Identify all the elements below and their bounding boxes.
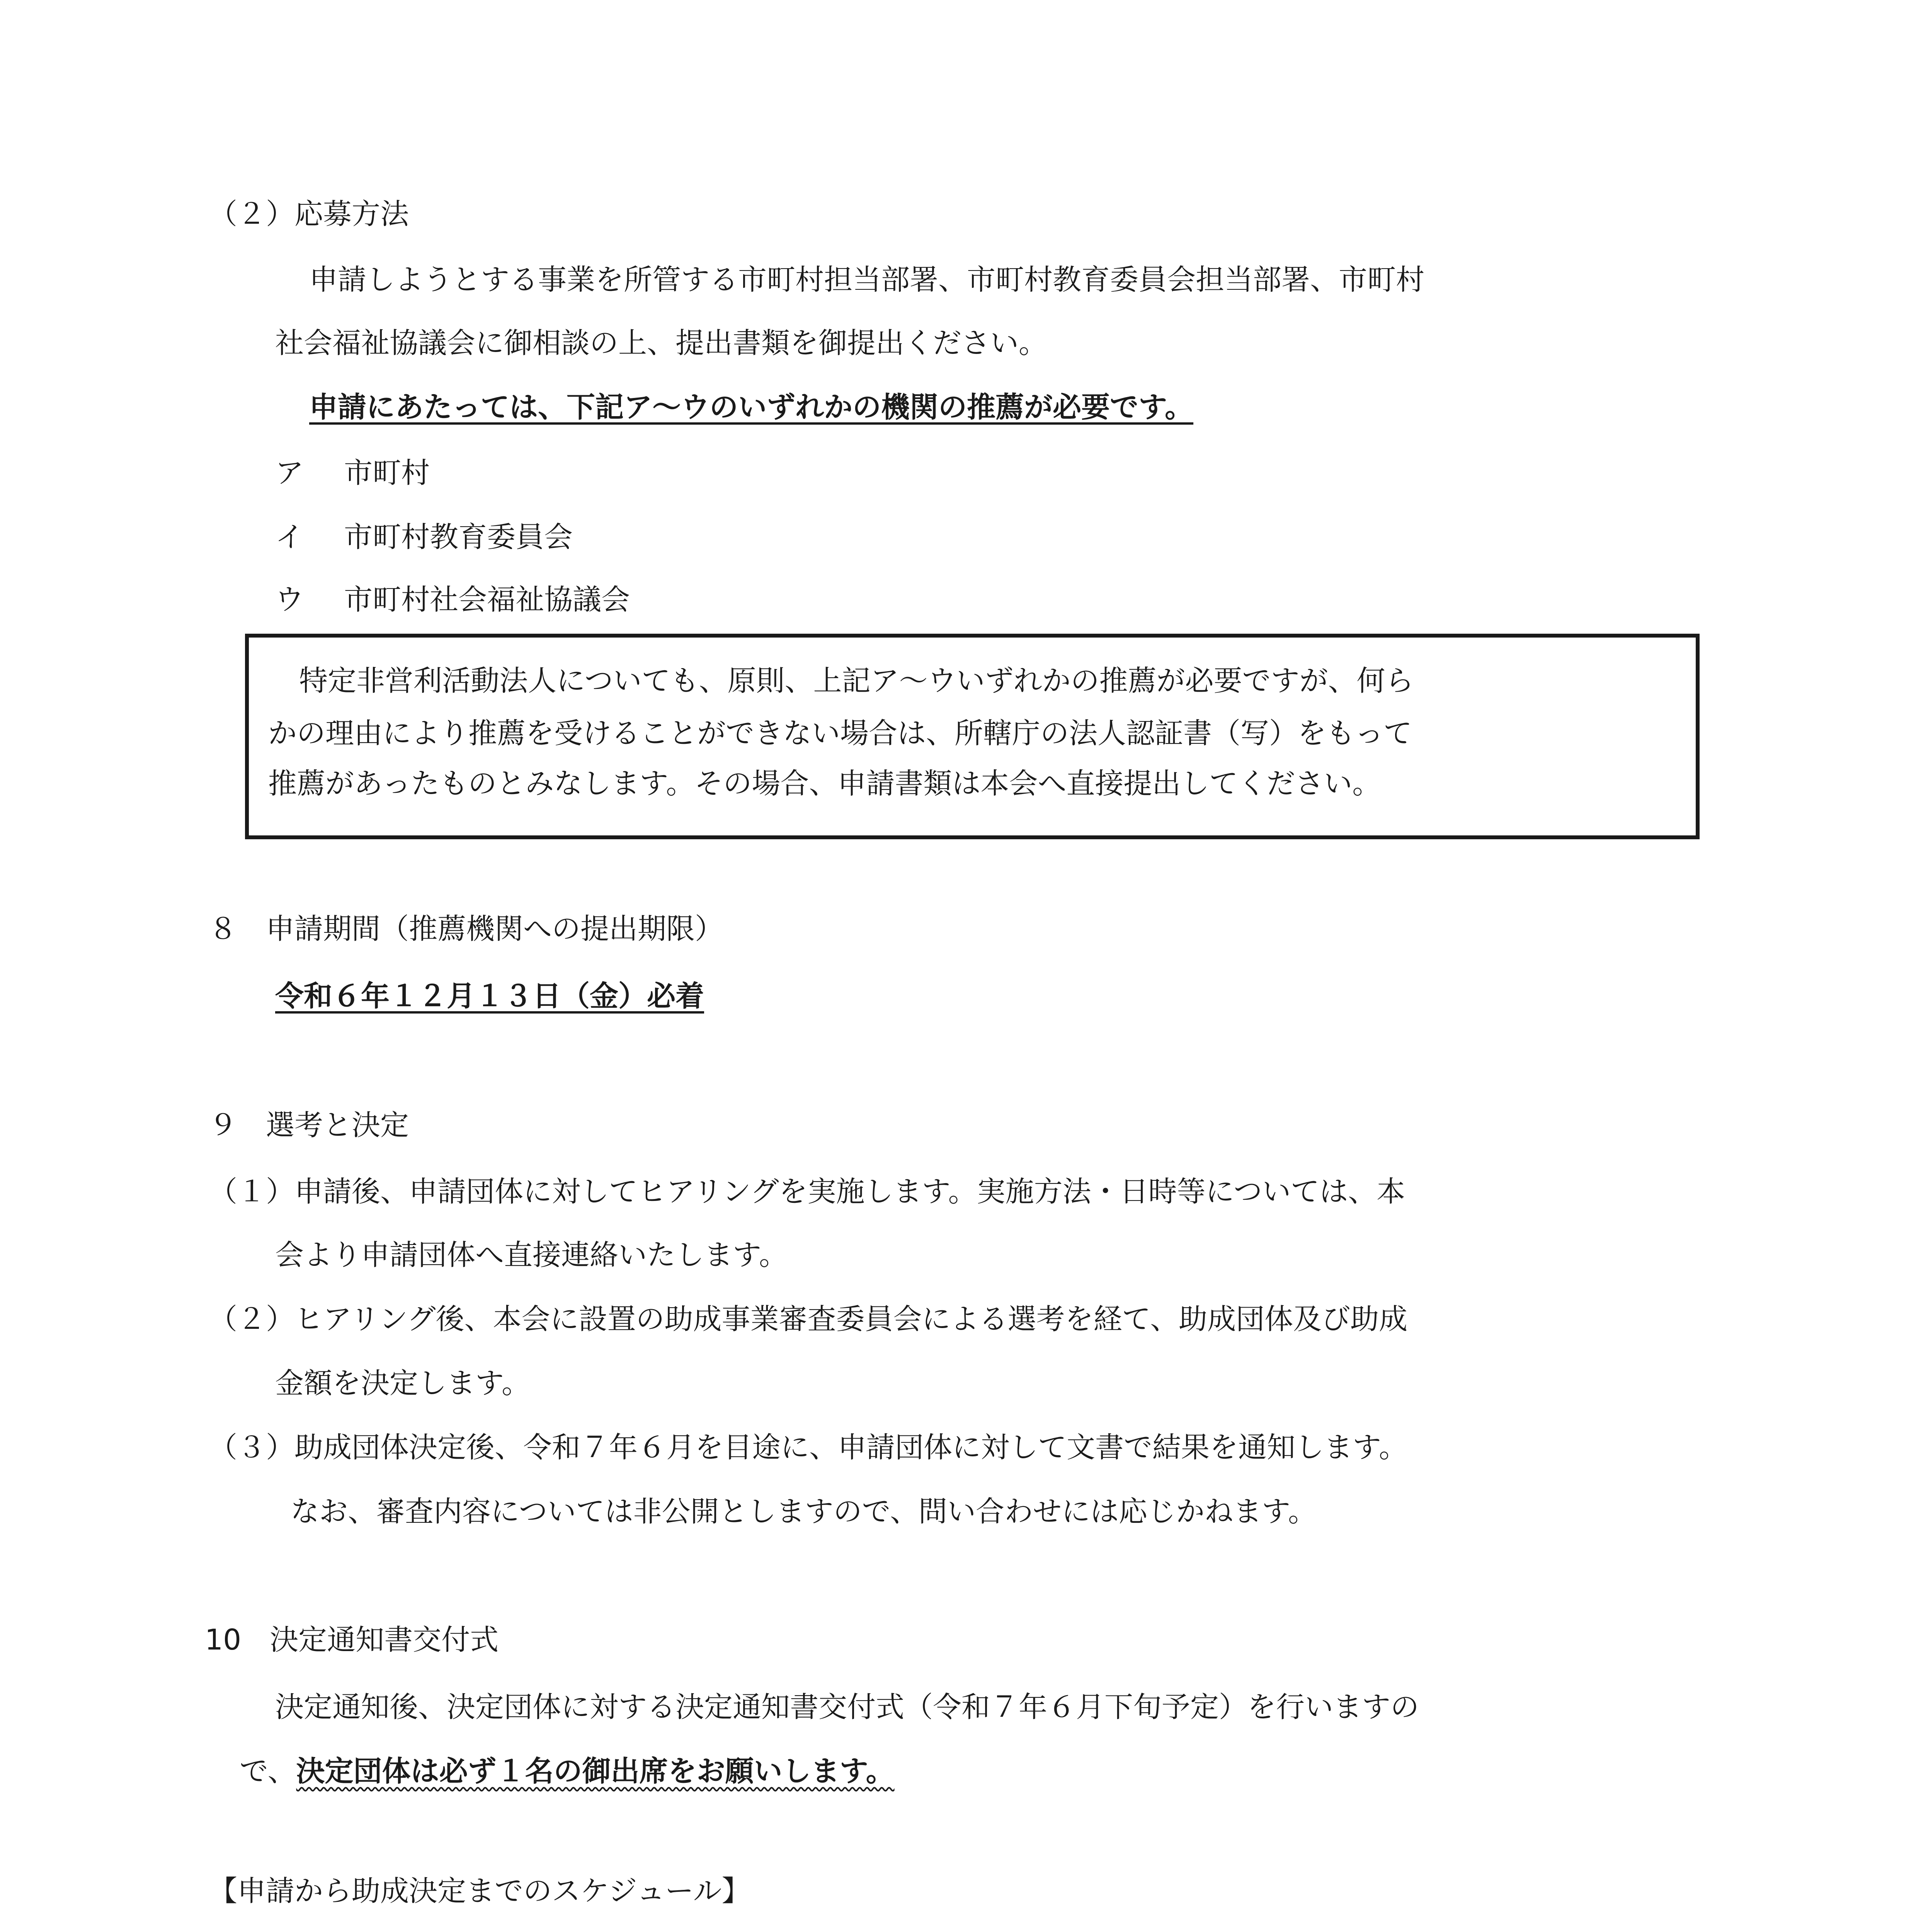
section10-heading: 10 決定通知書交付式 xyxy=(205,1623,499,1656)
section9-line: （１）申請後、申請団体に対してヒアリングを実施します。実施方法・日時等については、本 xyxy=(209,1175,1406,1208)
section9-heading: ９ 選考と決定 xyxy=(209,1109,409,1142)
section2-emphasis: 申請にあたっては、下記ア～ウのいずれかの機関の推薦が必要です。 xyxy=(309,391,1194,424)
list-item-marker: ウ xyxy=(275,583,304,616)
section9-line: 会より申請団体へ直接連絡いたします。 xyxy=(275,1238,788,1272)
section9-line: なお、審査内容については非公開としますので、問い合わせには応じかねます。 xyxy=(291,1495,1317,1528)
attendance-request: 決定団体は必ず１名の御出席をお願いします。 xyxy=(296,1755,895,1788)
application-deadline: 令和６年１２月１３日（金）必着 xyxy=(275,980,704,1013)
notice-line: かの理由により推薦を受けることができない場合は、所轄庁の法人認証書（写）をもって xyxy=(268,717,1412,750)
section10-line2 xyxy=(240,1754,895,1789)
section9-line: （３）助成団体決定後、令和７年６月を目途に、申請団体に対して文書で結果を通知します。 xyxy=(209,1431,1408,1464)
section10-line1: 決定通知後、決定団体に対する決定通知書交付式（令和７年６月下旬予定）を行いますの xyxy=(275,1690,1419,1724)
section10-line2-prefix: で、 xyxy=(240,1755,296,1788)
list-item: 市町村社会福祉協議会 xyxy=(344,583,630,616)
section2-paragraph-line1: 申請しようとする事業を所管する市町村担当部署、市町村教育委員会担当部署、市町村 xyxy=(309,263,1424,296)
section2-paragraph-line2: 社会福祉協議会に御相談の上、提出書類を御提出ください。 xyxy=(275,327,1047,360)
list-item: 市町村 xyxy=(344,456,430,490)
list-item: 市町村教育委員会 xyxy=(344,520,573,554)
list-item-marker: イ xyxy=(275,520,304,554)
schedule-title: 【申請から助成決定までのスケジュール】 xyxy=(209,1874,750,1908)
section8-heading: ８ 申請期間（推薦機関への提出期限） xyxy=(209,912,723,946)
list-item-marker: ア xyxy=(275,456,304,490)
notice-line: 特定非営利活動法人についても、原則、上記ア～ウいずれかの推薦が必要ですが、何ら xyxy=(299,664,1414,697)
npo-notice-box xyxy=(245,634,1700,839)
section9-line: （２）ヒアリング後、本会に設置の助成事業審査委員会による選考を経て、助成団体及び助成 xyxy=(209,1303,1408,1336)
notice-line: 推薦があったものとみなします。その場合、申請書類は本会へ直接提出してください。 xyxy=(268,767,1381,800)
section2-heading: （２）応募方法 xyxy=(209,197,409,231)
section9-line: 金額を決定します。 xyxy=(275,1367,531,1400)
